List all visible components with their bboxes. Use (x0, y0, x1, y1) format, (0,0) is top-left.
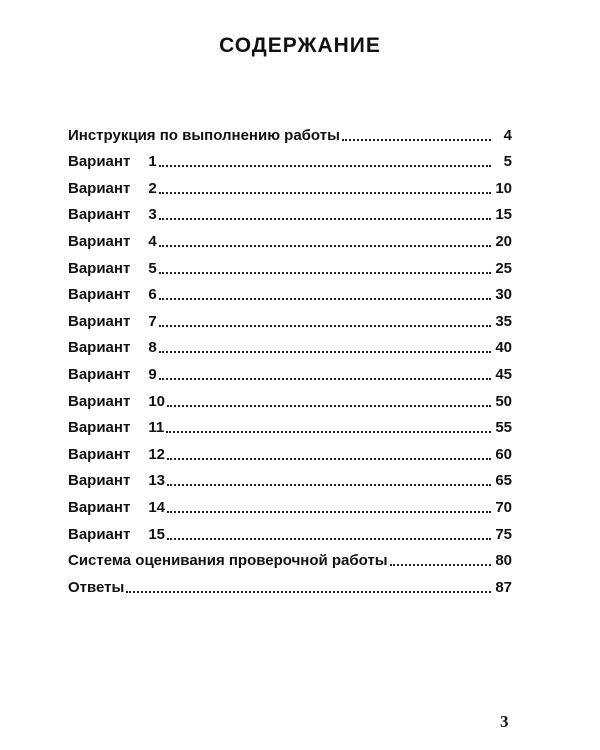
toc-entry-page: 55 (495, 419, 512, 437)
toc-entry-variant-number: 8 (148, 339, 157, 357)
toc-entry-label: Ответы (68, 578, 125, 596)
toc-dot-leader (167, 405, 491, 407)
toc-entry (68, 437, 512, 464)
toc-entry-label (68, 286, 158, 304)
toc-entry-label (68, 206, 158, 224)
toc-entry-variant-number: 13 (148, 472, 165, 490)
toc-entry-label (68, 499, 166, 517)
toc-entry-title: Вариант (68, 286, 131, 304)
toc-entry (68, 384, 512, 411)
toc-entry-label (68, 419, 165, 437)
toc-entry-variant-number: 5 (148, 259, 157, 277)
toc-dot-leader (167, 538, 491, 540)
toc-entry-label (68, 233, 158, 251)
toc-entry-title: Вариант (68, 312, 131, 330)
toc-dot-leader (159, 378, 491, 380)
toc-entry (68, 145, 512, 172)
toc-entry-page: 50 (495, 392, 512, 410)
toc-entry-title: Вариант (68, 179, 131, 197)
toc-entry-title: Вариант (68, 153, 131, 171)
toc-entry-label: Инструкция по выполнению работы (68, 126, 340, 144)
toc-entry-label (68, 313, 158, 331)
toc-entry-label (68, 180, 158, 198)
toc-entry (68, 304, 512, 331)
toc-entry-variant-number: 11 (148, 419, 165, 437)
toc-entry-label (68, 472, 166, 490)
toc-entry (68, 490, 512, 517)
toc-entry-variant-number: 6 (148, 286, 157, 304)
toc-dot-leader (159, 165, 491, 167)
toc-dot-leader (159, 192, 491, 194)
toc-entry-page: 60 (495, 445, 512, 463)
toc-dot-leader (159, 351, 491, 353)
toc-entry-variant-number: 12 (148, 445, 165, 463)
toc-entry-page: 15 (495, 206, 512, 224)
toc-entry-page: 35 (495, 312, 512, 330)
toc-dot-leader (390, 564, 491, 566)
toc-entry-title: Вариант (68, 419, 131, 437)
toc-entry-label (68, 393, 166, 411)
toc-entry-title: Вариант (68, 365, 131, 383)
toc-dot-leader (159, 272, 491, 274)
toc-dot-leader (167, 484, 491, 486)
toc-dot-leader (342, 139, 491, 141)
toc-entry-variant-number: 3 (148, 206, 157, 224)
toc-entry (68, 570, 512, 597)
toc-entry-title: Вариант (68, 392, 131, 410)
toc-entry (68, 517, 512, 544)
toc-entry-variant-number: 14 (148, 498, 165, 516)
toc-entry (68, 118, 512, 145)
toc-entry-page: 5 (503, 153, 512, 171)
toc-entry-page: 40 (495, 339, 512, 357)
toc-entry-title: Вариант (68, 498, 131, 516)
toc-entry-title: Вариант (68, 339, 131, 357)
toc-entry-title: Вариант (68, 472, 131, 490)
toc-entry-page: 75 (495, 525, 512, 543)
toc-entry-label (68, 260, 158, 278)
toc-entry-page: 4 (503, 126, 512, 144)
toc-entry-page: 65 (495, 472, 512, 490)
toc-dot-leader (159, 218, 491, 220)
toc-entry-label (68, 526, 166, 544)
toc-entry (68, 331, 512, 358)
toc-entry-variant-number: 2 (148, 179, 157, 197)
toc-entry-title: Вариант (68, 232, 131, 250)
toc-entry-title: Вариант (68, 445, 131, 463)
toc-entry-page: 80 (495, 552, 512, 570)
toc-entry (68, 251, 512, 278)
page-number: 3 (500, 712, 509, 731)
toc-dot-leader (167, 458, 491, 460)
page-title: СОДЕРЖАНИЕ (219, 34, 381, 57)
toc-entry-label (68, 339, 158, 357)
toc-entry-label (68, 366, 158, 384)
toc-entry-variant-number: 15 (148, 525, 165, 543)
toc-entry-title: Вариант (68, 206, 131, 224)
toc-entry (68, 411, 512, 438)
toc-entry (68, 278, 512, 305)
toc-entry (68, 357, 512, 384)
toc-entry-page: 30 (495, 286, 512, 304)
toc-entry-variant-number: 9 (148, 365, 157, 383)
toc-entry-variant-number: 4 (148, 232, 157, 250)
toc-entry-page: 70 (495, 498, 512, 516)
toc-entry-title: Вариант (68, 525, 131, 543)
toc-dot-leader (159, 325, 491, 327)
toc-entry-page: 87 (495, 578, 512, 596)
toc-dot-leader (167, 511, 491, 513)
toc-entry-variant-number: 10 (148, 392, 165, 410)
toc-entry-page: 20 (495, 232, 512, 250)
toc-entry (68, 544, 512, 571)
toc-entry-page: 45 (495, 365, 512, 383)
toc-entry (68, 224, 512, 251)
toc-entry-variant-number: 7 (148, 312, 157, 330)
toc-entry (68, 171, 512, 198)
toc-entry-label (68, 446, 166, 464)
toc-dot-leader (166, 431, 491, 433)
toc-entry-variant-number: 1 (148, 153, 157, 171)
toc-entry-title: Вариант (68, 259, 131, 277)
toc-entry-page: 25 (495, 259, 512, 277)
table-of-contents (68, 118, 512, 597)
toc-entry-label (68, 153, 158, 171)
toc-dot-leader (159, 245, 491, 247)
toc-entry-label: Система оценивания проверочной работы (68, 552, 388, 570)
toc-entry (68, 198, 512, 225)
toc-dot-leader (159, 298, 491, 300)
toc-entry-page: 10 (495, 179, 512, 197)
toc-dot-leader (126, 591, 491, 593)
toc-entry (68, 464, 512, 491)
